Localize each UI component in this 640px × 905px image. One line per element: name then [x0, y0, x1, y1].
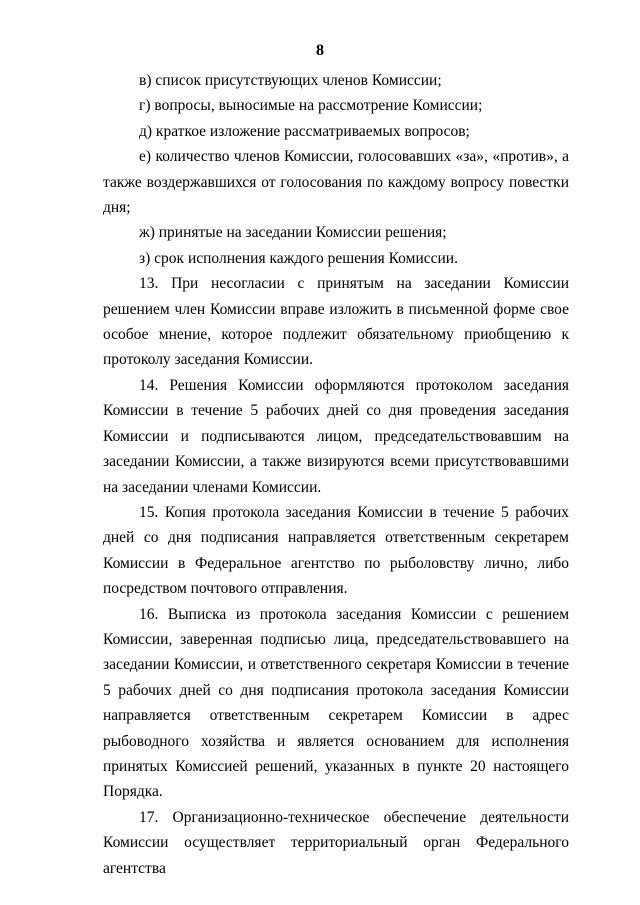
paragraph-17: 17. Организационно-техническое обеспечение деятельности Комиссии осуществляет территориальный орган Федерального агентства: [103, 808, 569, 877]
paragraph-13: 13. При несогласии с принятым на заседании Комиссии решением член Комиссии вправе изложить в письменной форме свое особое мнение, которое подлежит обязательному приобщению к протоколу заседания Комиссии.: [103, 275, 569, 369]
document-body: [103, 68, 569, 881]
page-number: 8: [316, 42, 324, 59]
paragraph-item-g: г) вопросы, выносимые на рассмотрение Комиссии;: [139, 97, 483, 115]
paragraph-item-z: з) срок исполнения каждого решения Комиссии.: [139, 249, 458, 267]
paragraph-16: 16. Выписка из протокола заседания Комиссии с решением Комиссии, заверенная подписью лица, председательствовавшего на заседании Комиссии, и ответственного секретаря Комиссии в течение 5 рабочих дней со дня подписания протокола заседания Комиссии направляется ответственным секретарем Комиссии в адрес рыбоводного хозяйства и является основанием для исполнения принятых Комиссией решений, указанных в пункте 20 настоящего Порядка.: [103, 605, 569, 801]
paragraph-item-e: е) количество членов Комиссии, голосовавших «за», «против», а также воздержавшихся от голосования по каждому вопросу повестки дня;: [103, 148, 569, 217]
paragraph-14: 14. Решения Комиссии оформляются протоколом заседания Комиссии в течение 5 рабочих дней со дня проведения заседания Комиссии и подписываются лицом, председательствовавшим на заседании Комиссии, а также визируются всеми присутствовавшими на заседании членами Комиссии.: [103, 376, 569, 496]
paragraph-item-zh: ж) принятые на заседании Комиссии решения;: [139, 224, 447, 242]
paragraph-15: 15. Копия протокола заседания Комиссии в течение 5 рабочих дней со дня подписания направляется ответственным секретарем Комиссии в Федеральное агентство по рыболовству лично, либо посредством почтового отправления.: [103, 503, 569, 598]
paragraph-item-d: д) краткое изложение рассматриваемых вопросов;: [139, 122, 470, 140]
paragraph-item-v: в) список присутствующих членов Комиссии;: [139, 72, 442, 89]
